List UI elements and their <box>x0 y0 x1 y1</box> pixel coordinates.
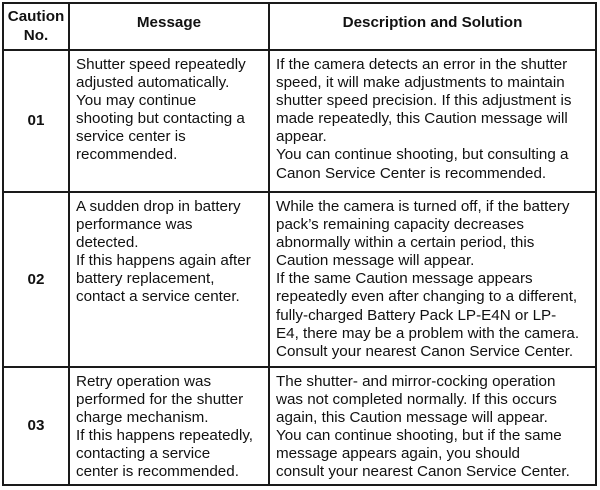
message-cell <box>70 51 270 191</box>
description-line: shutter speed precision. If this adjustment is <box>276 92 572 110</box>
message-line: You may continue <box>76 92 197 110</box>
description-cell <box>270 51 595 191</box>
description-cell <box>270 193 595 366</box>
caution-number: 01 <box>4 51 70 191</box>
description-line: repeatedly even after changing to a different, <box>276 288 578 306</box>
description-line: abnormally within a certain period, this <box>276 234 535 252</box>
message-line: contacting a service <box>76 445 211 463</box>
description-line: speed, it will make adjustments to maintain <box>276 74 565 92</box>
table-row <box>4 193 595 368</box>
description-line: Caution message will appear. <box>276 252 475 270</box>
description-line: made repeatedly, this Caution message will <box>276 110 568 128</box>
description-line: If the same Caution message appears <box>276 270 533 288</box>
message-line: center is recommended. <box>76 463 239 481</box>
description-line: was not completed normally. If this occurs <box>276 391 557 409</box>
description-line: fully-charged Battery Pack LP-E4N or LP- <box>276 306 557 324</box>
description-line: Consult your nearest Canon Service Center. <box>276 342 574 360</box>
description-line: message appears again, you should <box>276 445 521 463</box>
message-line: performance was <box>76 216 193 234</box>
message-line: recommended. <box>76 146 178 164</box>
description-line: consult your nearest Canon Service Center. <box>276 463 570 481</box>
description-line: Canon Service Center is recommended. <box>276 164 547 182</box>
message-line: charge mechanism. <box>76 409 209 427</box>
message-line: battery replacement, <box>76 270 215 288</box>
message-cell <box>70 368 270 484</box>
message-line: detected. <box>76 234 139 252</box>
description-line: You can continue shooting, but consulting a <box>276 146 569 164</box>
description-line: While the camera is turned off, if the battery <box>276 198 570 215</box>
message-line: adjusted automatically. <box>76 74 230 92</box>
header-caution-no-line2: No. <box>23 26 49 44</box>
description-line: If the camera detects an error in the shutter <box>276 56 568 73</box>
description-line: You can continue shooting, but if the same <box>276 427 562 445</box>
table-header-row <box>4 4 595 51</box>
message-line: If this happens repeatedly, <box>76 427 254 445</box>
header-message: Message <box>70 4 270 49</box>
message-line: contact a service center. <box>76 288 240 306</box>
description-line: again, this Caution message will appear. <box>276 409 548 427</box>
message-cell <box>70 193 270 366</box>
message-line: performed for the shutter <box>76 391 244 409</box>
description-line: appear. <box>276 128 327 146</box>
caution-number: 02 <box>4 193 70 366</box>
header-description: Description and Solution <box>342 14 523 32</box>
message-line: Retry operation was <box>76 373 212 390</box>
header-caution-no-line1: Caution <box>7 7 65 25</box>
message-line: shooting but contacting a <box>76 110 245 128</box>
message-line: service center is <box>76 128 186 146</box>
caution-number: 03 <box>4 368 70 484</box>
message-line: Shutter speed repeatedly <box>76 56 246 73</box>
message-line: A sudden drop in battery <box>76 198 241 215</box>
description-cell <box>270 368 595 484</box>
table-row <box>4 51 595 193</box>
table-row <box>4 368 595 484</box>
description-line: The shutter- and mirror-cocking operation <box>276 373 556 390</box>
header-caution-no <box>4 4 70 49</box>
caution-table <box>2 2 597 486</box>
description-line: E4, there may be a problem with the camera. <box>276 324 580 342</box>
description-line: pack’s remaining capacity decreases <box>276 216 524 234</box>
message-line: If this happens again after <box>76 252 251 270</box>
